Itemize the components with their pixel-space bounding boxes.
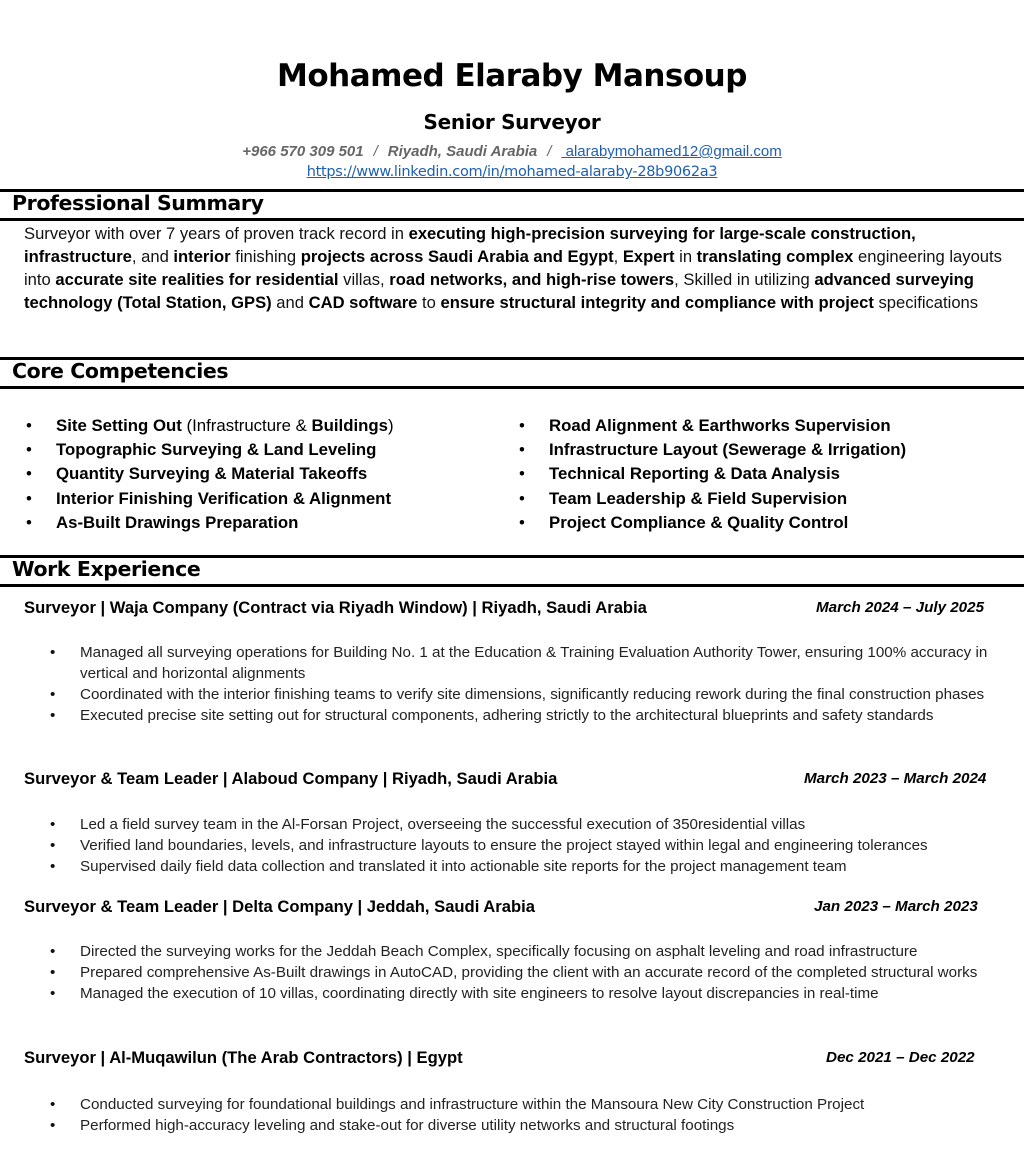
competency-item: • Team Leadership & Field Supervision xyxy=(519,487,906,511)
phone-number: +966 570 309 501 xyxy=(242,143,364,160)
job-dates: March 2023 – March 2024 xyxy=(804,770,987,787)
job-bullet: • Verified land boundaries, levels, and infrastructure layouts to ensure the project stayed within legal and engineering tolerances xyxy=(50,835,1020,856)
competency-item: • Infrastructure Layout (Sewerage & Irrigation) xyxy=(519,438,906,462)
competency-item: • Site Setting Out (Infrastructure & Buildings) xyxy=(26,414,394,438)
summary-emphasis: CAD software xyxy=(308,293,418,312)
job-bullets xyxy=(50,642,1020,726)
location: Riyadh, Saudi Arabia xyxy=(387,143,538,160)
job-bullets xyxy=(50,941,1020,1004)
section-title: Core Competencies xyxy=(12,359,229,383)
separator: / xyxy=(373,143,378,160)
email-link[interactable]: alarabymohamed12@gmail.com xyxy=(561,143,782,160)
competency-item: • Project Compliance & Quality Control xyxy=(519,511,906,535)
job-dates: Jan 2023 – March 2023 xyxy=(814,898,978,915)
job-entry xyxy=(24,598,1024,618)
summary-text-run: finishing xyxy=(230,247,301,266)
job-dates: Dec 2021 – Dec 2022 xyxy=(826,1049,975,1066)
job-bullets xyxy=(50,814,1020,877)
contact-line xyxy=(0,143,1024,160)
summary-text-run: , xyxy=(613,247,623,266)
job-title: Surveyor | Waja Company (Contract via Riyadh Window) | Riyadh, Saudi Arabia xyxy=(24,598,647,617)
summary-emphasis: accurate site realities for residential xyxy=(55,270,339,289)
job-bullet: • Managed the execution of 10 villas, coordinating directly with site engineers to resolve layout discrepancies in real-time xyxy=(50,983,1020,1004)
job-entry xyxy=(24,769,1024,789)
competency-item: • Interior Finishing Verification & Alignment xyxy=(26,487,394,511)
summary-emphasis: executing high-precision surveying for large-scale construction, infrastructure xyxy=(24,224,916,266)
job-dates: March 2024 – July 2025 xyxy=(816,599,985,616)
job-bullet: • Managed all surveying operations for Building No. 1 at the Education & Training Evaluation Authority Tower, ensuring 100% accuracy in vertical and horizontal alignments xyxy=(50,642,1020,684)
job-bullet: • Directed the surveying works for the Jeddah Beach Complex, specifically focusing on asphalt leveling and road infrastructure xyxy=(50,941,1020,962)
summary-emphasis: interior xyxy=(173,247,231,266)
job-bullet: • Performed high-accuracy leveling and stake-out for diverse utility networks and structural footings xyxy=(50,1115,1020,1136)
candidate-title: Senior Surveyor xyxy=(423,110,601,134)
job-bullet: • Led a field survey team in the Al-Forsan Project, overseeing the successful execution of 350residential villas xyxy=(50,814,1020,835)
summary-text-run: engineering layouts into xyxy=(24,247,1002,289)
job-title: Surveyor | Al-Muqawilun (The Arab Contractors) | Egypt xyxy=(24,1048,463,1067)
section-header-competencies xyxy=(0,357,1024,389)
competency-item: • As-Built Drawings Preparation xyxy=(26,511,394,535)
competency-item: • Quantity Surveying & Material Takeoffs xyxy=(26,462,394,486)
summary-text xyxy=(24,222,1018,314)
job-bullets xyxy=(50,1094,1020,1136)
candidate-name: Mohamed Elaraby Mansoup xyxy=(277,58,747,94)
summary-emphasis: advanced surveying technology (Total Station, GPS) xyxy=(24,270,974,312)
summary-text-run: specifications xyxy=(873,293,979,312)
summary-text-run: villas, xyxy=(338,270,390,289)
job-bullet: • Conducted surveying for foundational buildings and infrastructure within the Mansoura New City Construction Project xyxy=(50,1094,1020,1115)
summary-text-run: in xyxy=(674,247,697,266)
summary-text-run: to xyxy=(417,293,441,312)
separator: / xyxy=(547,143,552,160)
linkedin-line xyxy=(0,164,1024,180)
summary-emphasis: road networks, and high-rise towers xyxy=(389,270,675,289)
summary-emphasis: ensure structural integrity and compliance with project xyxy=(440,293,874,312)
summary-emphasis: Expert xyxy=(622,247,675,266)
job-bullet: • Coordinated with the interior finishing teams to verify site dimensions, significantly reducing rework during the final construction phases xyxy=(50,684,1020,705)
job-bullet: • Prepared comprehensive As-Built drawings in AutoCAD, providing the client with an accurate record of the completed structural works xyxy=(50,962,1020,983)
summary-text-run: and xyxy=(271,293,309,312)
job-title: Surveyor & Team Leader | Alaboud Company | Riyadh, Saudi Arabia xyxy=(24,769,558,788)
competency-item: • Topographic Surveying & Land Leveling xyxy=(26,438,394,462)
competency-item: • Technical Reporting & Data Analysis xyxy=(519,462,906,486)
summary-emphasis: projects across Saudi Arabia and Egypt xyxy=(300,247,614,266)
job-entry xyxy=(24,897,1024,917)
section-header-experience xyxy=(0,555,1024,587)
section-title: Work Experience xyxy=(12,557,201,581)
competencies-right-column xyxy=(519,414,906,535)
summary-text-run: , Skilled in utilizing xyxy=(674,270,815,289)
section-title: Professional Summary xyxy=(12,191,264,215)
competency-item: • Road Alignment & Earthworks Supervision xyxy=(519,414,906,438)
summary-text-run: , and xyxy=(131,247,174,266)
summary-text-run: Surveyor with over 7 years of proven track record in xyxy=(24,224,409,243)
summary-emphasis: translating complex xyxy=(696,247,854,266)
job-title: Surveyor & Team Leader | Delta Company | Jeddah, Saudi Arabia xyxy=(24,897,535,916)
competencies-left-column xyxy=(26,414,394,535)
job-bullet: • Supervised daily field data collection and translated it into actionable site reports for the project management team xyxy=(50,856,1020,877)
job-bullet: • Executed precise site setting out for structural components, adhering strictly to the architectural blueprints and safety standards xyxy=(50,705,1020,726)
section-header-summary xyxy=(0,189,1024,221)
job-entry xyxy=(24,1048,1024,1068)
linkedin-link[interactable]: https://www.linkedin.com/in/mohamed-alaraby-28b9062a3 xyxy=(306,164,718,180)
